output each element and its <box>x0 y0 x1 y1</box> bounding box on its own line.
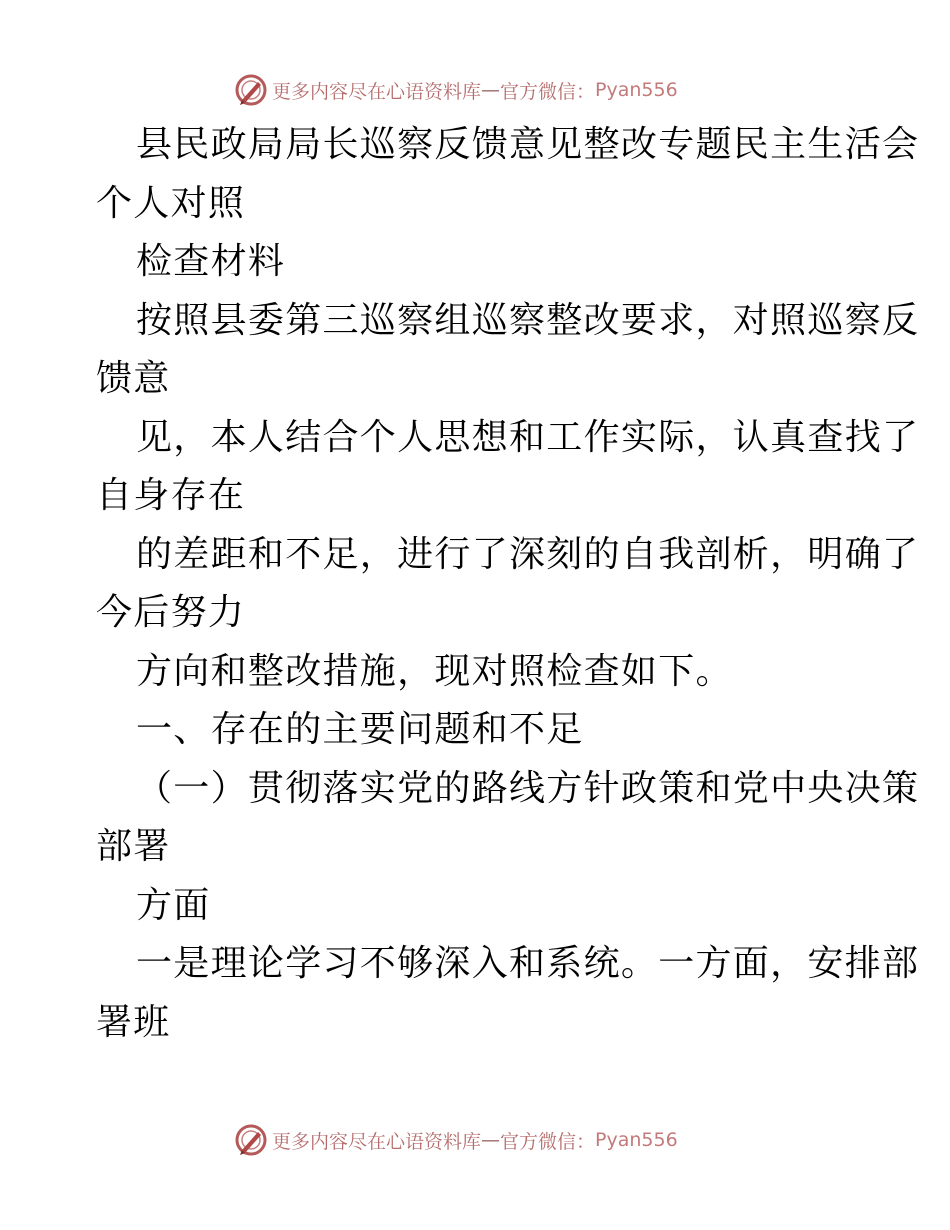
text-line-14: 方面 <box>136 884 211 926</box>
watermark-label: 官方微信： <box>500 80 596 103</box>
text-line-1: 县民政局局长巡察反馈意见整改专题民主生活会 <box>136 124 920 165</box>
subsection-heading: （一）贯彻落实党的路线方针政策和党中央决策 <box>136 767 920 809</box>
text-line-6: 见，本人结合个人思想和工作实际，认真查找了 <box>136 416 920 458</box>
section-heading: 一、存在的主要问题和不足 <box>136 709 584 750</box>
pen-logo-icon <box>234 1123 268 1157</box>
watermark-wechat-id: Pyan556 <box>595 79 678 101</box>
text-line-10: 方向和整改措施，现对照检查如下。 <box>136 650 733 692</box>
text-line-7: 自身存在 <box>96 475 246 516</box>
watermark-wechat-id: Pyan556 <box>595 1129 678 1151</box>
text-line-9: 今后努力 <box>96 592 246 633</box>
text-line-8: 的差距和不足，进行了深刻的自我剖析，明确了 <box>136 533 920 575</box>
watermark-separator: — <box>481 1129 501 1151</box>
footer-watermark <box>234 1122 678 1158</box>
watermark-separator: — <box>481 79 501 101</box>
text-line-5: 馈意 <box>96 358 171 399</box>
text-line-13: 部署 <box>96 826 171 867</box>
text-line-15: 一是理论学习不够深入和系统。一方面，安排部 <box>136 943 920 984</box>
text-line-2: 个人对照 <box>96 182 246 224</box>
header-watermark <box>234 72 678 108</box>
text-line-4: 按照县委第三巡察组巡察整改要求，对照巡察反 <box>136 299 920 341</box>
text-line-3: 检查材料 <box>136 241 286 282</box>
pen-logo-icon <box>234 73 268 107</box>
watermark-main-text: 更多内容尽在心语资料库 <box>272 80 482 103</box>
text-line-16: 署班 <box>96 1001 171 1043</box>
watermark-label: 官方微信： <box>500 1130 596 1153</box>
document-body <box>96 116 920 1052</box>
watermark-main-text: 更多内容尽在心语资料库 <box>272 1130 482 1153</box>
